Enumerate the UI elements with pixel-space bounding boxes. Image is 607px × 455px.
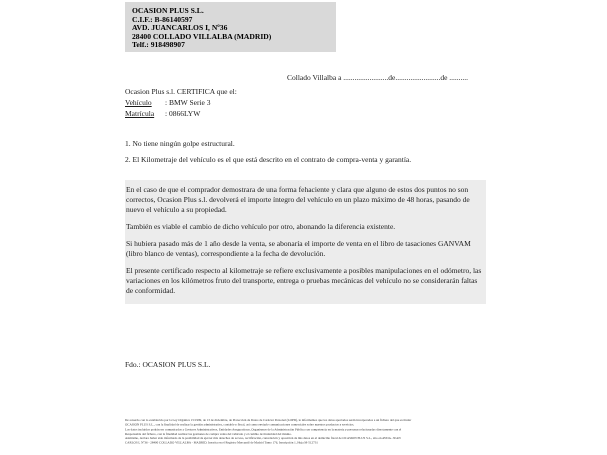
vehicle-line [125, 97, 237, 108]
certify-intro: Ocasion Plus s.l. CERTIFICA que el: [125, 87, 237, 96]
signature-line: Fdo.: OCASION PLUS S.L. [125, 360, 211, 369]
vehicle-value: : BMW Serie 3 [165, 98, 211, 107]
plate-line [125, 108, 237, 119]
company-city: 28400 COLLADO VILLALBA (MADRID) [132, 31, 272, 41]
company-address: AVD. JUANCARLOS I, Nº36 [132, 23, 228, 33]
paragraph-refund: En el caso de que el comprador demostrara de una forma fehaciente y clara que alguno de estos dos puntos no son correctos, Ocasion Plus s.l. devolverá el importe íntegro del vehículo en un plazo máximo de 48 horas, pasando de nuevo el vehículo a su propiedad. [126, 185, 470, 214]
company-cif: C.I.F.: B-86140597 [132, 14, 193, 24]
highlight-band [125, 180, 486, 304]
paragraph-odometer: El presente certificado respecto al kilometraje se refiere exclusivamente a posibles manipulaciones en el odómetro, las variaciones en los kilómetros fruto del transporte, entrega o pruebas mecánicas del vehículo no se considerarán faltas de conformidad. [126, 266, 482, 295]
vehicle-label: Vehículo [125, 98, 152, 107]
legal-line: OCASION PLUS S.L., con la finalidad de realizar la gestión administrativa, contable y fiscal, así como enviarle comunicaciones comerciales sobre nuestros productos y servicios. [125, 422, 355, 427]
legal-line: Responsable del fichero, con la finalidad realizar las gestiones de compra venta del vehículo y el cambio de titularidad del mismo. [125, 431, 292, 436]
legal-line: Los datos incluidos podrán ser comunicados a Gestores Administrativos, Entidades Aseguradoras, Organismos de la Administración Pública con competencia en la materia y personas relacionadas directamente con el [125, 427, 402, 432]
numbered-points [125, 139, 411, 165]
plate-label: Matrícula [125, 109, 155, 118]
company-phone: Telf.: 918498907 [132, 40, 185, 50]
company-header-block [125, 2, 336, 52]
company-name: OCASION PLUS S.L. [132, 6, 204, 15]
paragraph-exchange: También es viable el cambio de dicho vehículo por otro, abonando la diferencia existente. [126, 222, 396, 231]
legal-line: CARLOS I, Nº36 - 28400 COLLADO VILLALBA - MADRID. Inscrita en el Registro Mercantil de Madrid Tomo 176, Inscripción 1, Hoja M-512731 [125, 440, 318, 445]
legal-line: Asimismo, declaro haber sido informado de la posibilidad de ejercer mis derechos de acceso, rectificación, cancelación y oposición de mis datos en el domicilio fiscal de OCASION PLUS S.L., sito en AVDA. JUAN [125, 436, 401, 441]
plate-value: : 0866LYW [165, 109, 201, 118]
paragraph-ganvam: Si hubiera pasado más de 1 año desde la venta, se abonaría el importe de venta en el libro de tasaciones GANVAM (libro blanco de ventas), correspondiente a la fecha de devolución. [126, 239, 471, 258]
point-1: 1. No tiene ningún golpe estructural. [125, 139, 235, 148]
legal-line: De acuerdo con lo establecido por la Ley Orgánica 15/1999, de 13 de diciembre, de Protección de Datos de Carácter Personal (LOPD), le informamos que los datos aportados serán incorporados a un fichero del que es titular [125, 418, 412, 422]
legal-fine-print [125, 418, 486, 445]
certify-block [125, 86, 237, 119]
point-2: 2. El Kilometraje del vehículo es el que está descrito en el contrato de compra-venta y garantía. [125, 155, 412, 164]
date-fill-in-line: Collado Villalba a ........................de........................de .......... [287, 73, 469, 82]
